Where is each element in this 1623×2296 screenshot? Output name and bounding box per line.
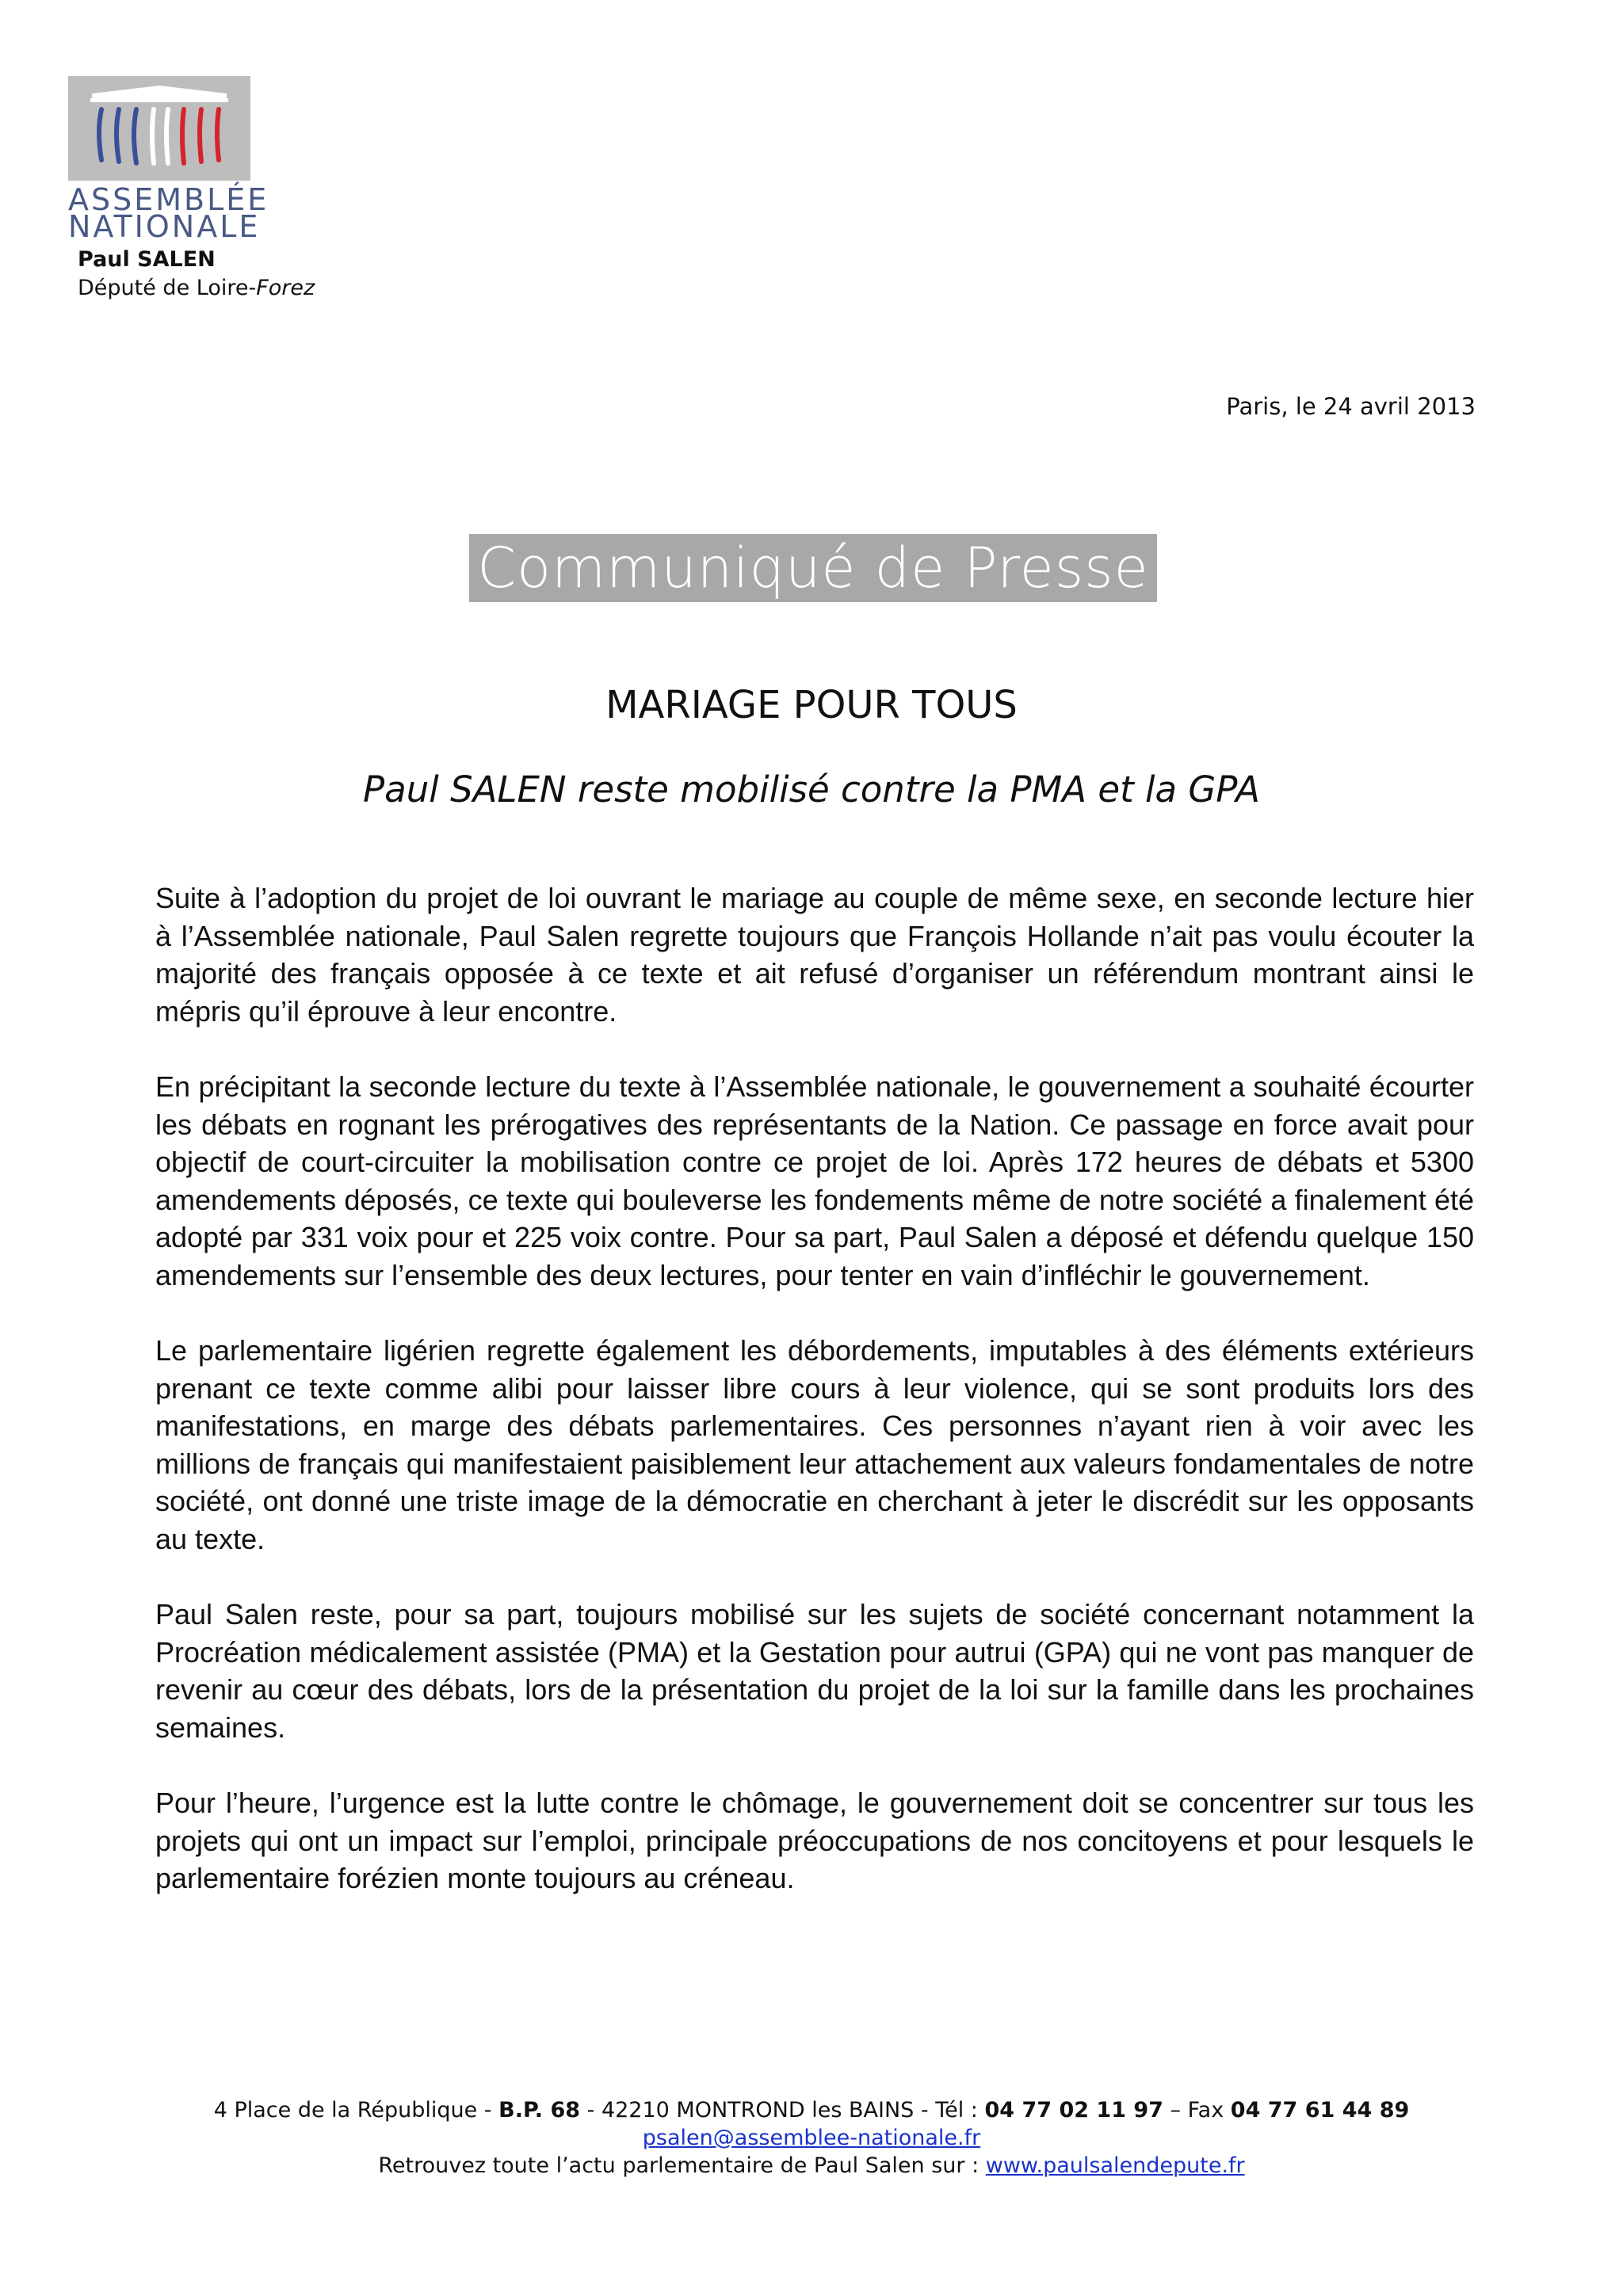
logo-text-nationale: NATIONALE bbox=[68, 209, 261, 244]
body-text bbox=[155, 879, 1474, 1936]
paragraph: Suite à l’adoption du projet de loi ouvrant le mariage au couple de même sexe, en seconde lecture hier à l’Assemblée nationale, Paul Salen regrette toujours que François Hollande n’ait pas voulu écouter la majorité des français opposée à ce texte et ait refusé d’organiser un référendum montrant ainsi le mépris qu’il éprouve à leur encontre. bbox=[155, 882, 1474, 1028]
paragraph: Le parlementaire ligérien regrette également les débordements, imputables à des éléments extérieurs prenant ce texte comme alibi pour laisser libre cours à leur violence, qui se sont produits lors des manifestations, en marge des débats parlementaires. Ces personnes n’ayant rien à voir avec les millions de français qui manifestaient paisiblement leur attachement aux valeurs fondamentales de notre société, ont donné une triste image de la démocratie en cherchant à jeter le discrédit sur les opposants au texte. bbox=[155, 1334, 1474, 1555]
website-intro: Retrouvez toute l’actu parlementaire de Paul Salen sur : bbox=[378, 2153, 986, 2178]
phone-number: 04 77 02 11 97 bbox=[984, 2098, 1163, 2122]
sender-name: Paul SALEN bbox=[78, 247, 216, 272]
subheadline: Paul SALEN reste mobilisé contre la PMA et la GPA bbox=[363, 769, 1260, 810]
address-street: 4 Place de la République - bbox=[213, 2098, 499, 2122]
email-link[interactable]: psalen@assemblee-nationale.fr bbox=[642, 2126, 981, 2150]
address-city: - 42210 MONTROND les BAINS - Tél : bbox=[580, 2098, 985, 2122]
address-bp: B.P. 68 bbox=[498, 2098, 581, 2122]
date-line: Paris, le 24 avril 2013 bbox=[1226, 393, 1476, 420]
footer bbox=[0, 2096, 1623, 2180]
logo-emblem bbox=[68, 76, 250, 181]
headline: MARIAGE POUR TOUS bbox=[605, 683, 1018, 727]
sender-block bbox=[78, 246, 315, 303]
logo-text-assemblee: ASSEMBLÉE bbox=[68, 182, 269, 217]
press-release-title: Communiqué de Presse bbox=[469, 534, 1157, 602]
sender-role-prefix: Député de Loire- bbox=[78, 276, 257, 300]
hemicycle-icon bbox=[68, 76, 250, 181]
sender-role-region: Forez bbox=[256, 276, 315, 300]
footer-website-line bbox=[0, 2152, 1623, 2180]
fax-label: – Fax bbox=[1163, 2098, 1231, 2122]
paragraph: Paul Salen reste, pour sa part, toujours mobilisé sur les sujets de société concernant notamment la Procréation médicalement assistée (PMA) et la Gestation pour autrui (GPA) qui ne vont pas manquer de revenir au cœur des débats, lors de la présentation du projet de la loi sur la famille dans les prochaines semaines. bbox=[155, 1598, 1474, 1744]
footer-address bbox=[0, 2096, 1623, 2124]
fax-number: 04 77 61 44 89 bbox=[1230, 2098, 1410, 2122]
paragraph: Pour l’heure, l’urgence est la lutte contre le chômage, le gouvernement doit se concentrer sur tous les projets qui ont un impact sur l’emploi, principale préoccupations de nos concitoyens et pour lesquels le parlementaire forézien monte toujours au créneau. bbox=[155, 1787, 1474, 1894]
paragraph: En précipitant la seconde lecture du texte à l’Assemblée nationale, le gouvernement a souhaité écourter les débats en rognant les prérogatives des représentants de la Nation. Ce passage en force avait pour objectif de court-circuiter la mobilisation contre ce projet de loi. Après 172 heures de débats et 5300 amendements déposés, ce texte qui bouleverse les fondements même de notre société a finalement été adopté par 331 voix pour et 225 voix contre. Pour sa part, Paul Salen a déposé et défendu quelque 150 amendements sur l’ensemble des deux lectures, pour tenter en vain d’infléchir le gouvernement. bbox=[155, 1070, 1474, 1291]
assemblee-nationale-logo bbox=[68, 76, 269, 244]
website-link[interactable]: www.paulsalendepute.fr bbox=[985, 2153, 1245, 2178]
sender-role bbox=[78, 276, 315, 300]
